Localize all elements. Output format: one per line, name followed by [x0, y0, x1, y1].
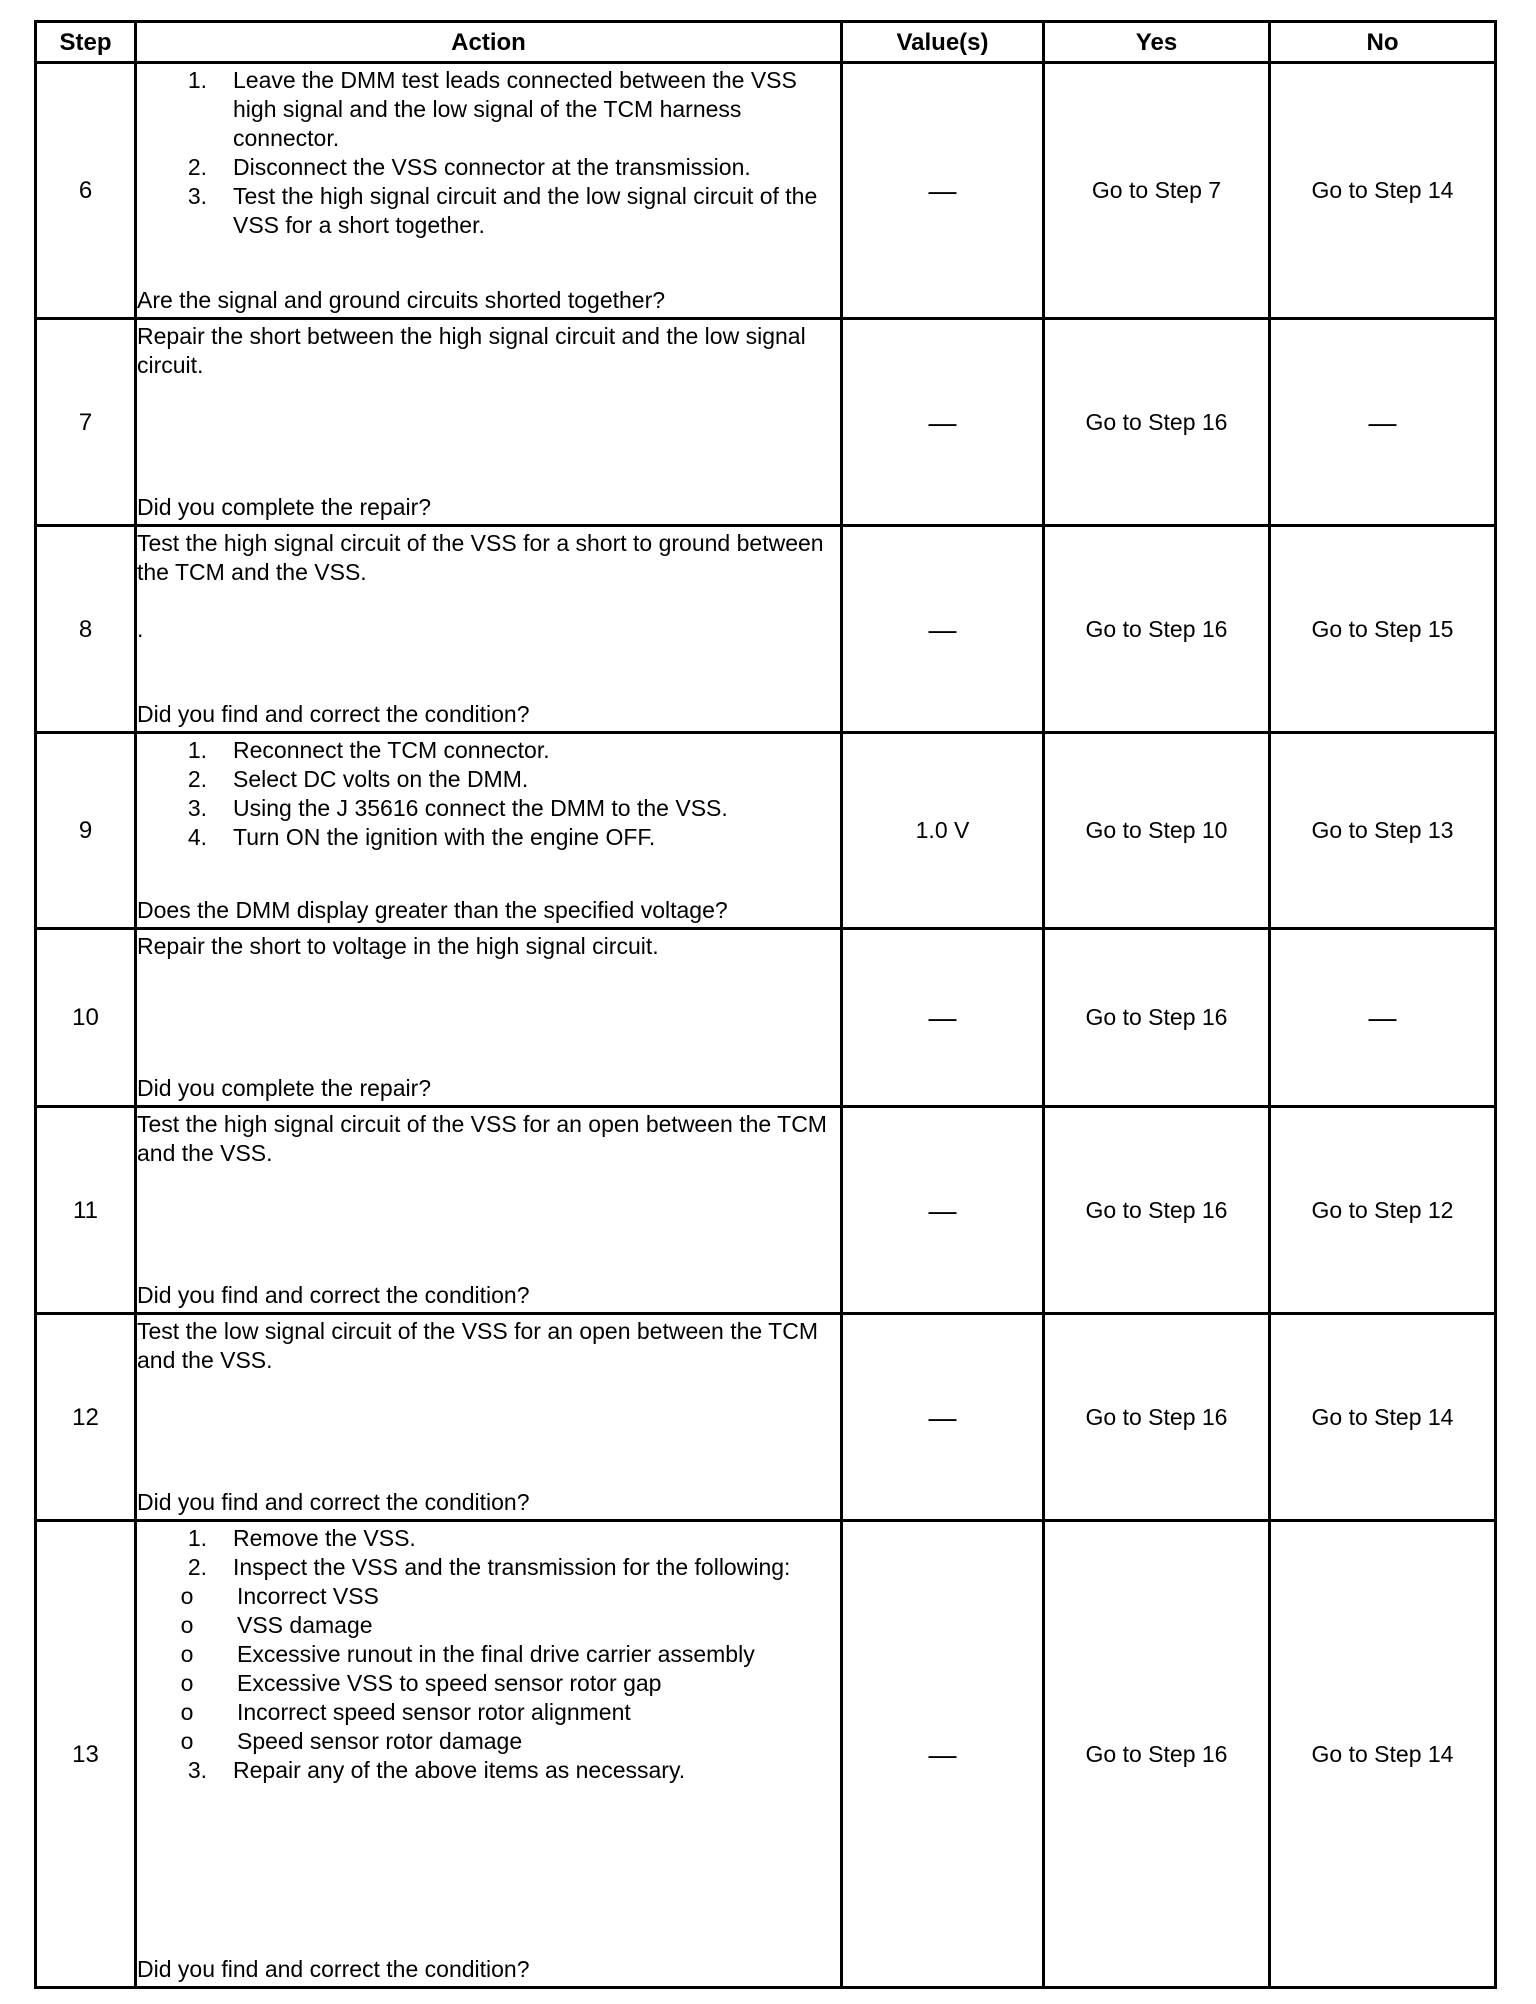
action-question: Does the DMM display greater than the specified voltage? — [137, 896, 728, 923]
action-steps — [137, 736, 840, 852]
action-cell — [136, 319, 842, 526]
table-row — [36, 63, 1496, 319]
inspection-item: o Speed sensor rotor damage — [180, 1727, 523, 1754]
no-cell: Go to Step 14 — [1270, 1521, 1496, 1988]
action-text: Repair the short between the high signal circuit and the low signal circuit. — [137, 322, 806, 378]
no-cell: Go to Step 14 — [1270, 1314, 1496, 1521]
step-number: 6 — [36, 63, 136, 319]
action-steps — [137, 1524, 840, 1582]
step-number: 10 — [36, 929, 136, 1107]
step-number: 8 — [36, 526, 136, 733]
value-cell: — — [842, 63, 1044, 319]
table-row — [36, 733, 1496, 929]
action-cell — [136, 929, 842, 1107]
action-step: 2. Select DC volts on the DMM. — [187, 765, 529, 792]
action-step: 3. Using the J 35616 connect the DMM to the VSS. — [187, 794, 728, 821]
action-step: 4. Turn ON the ignition with the engine OFF. — [187, 823, 656, 850]
action-text: Test the high signal circuit of the VSS for an open between the TCM and the VSS. — [137, 1110, 827, 1166]
header-action: Action — [136, 22, 842, 63]
action-extra: . — [137, 615, 144, 642]
action-text: Repair the short to voltage in the high signal circuit. — [137, 932, 659, 959]
action-question: Did you complete the repair? — [137, 1074, 432, 1101]
inspection-item: o VSS damage — [180, 1611, 373, 1638]
inspection-item: o Incorrect speed sensor rotor alignment — [180, 1698, 631, 1725]
action-step: 1. Reconnect the TCM connector. — [187, 736, 550, 763]
step-number: 11 — [36, 1107, 136, 1314]
no-cell: — — [1270, 319, 1496, 526]
yes-cell: Go to Step 16 — [1044, 929, 1270, 1107]
yes-cell: Go to Step 16 — [1044, 526, 1270, 733]
header-no: No — [1270, 22, 1496, 63]
action-text: Test the low signal circuit of the VSS for an open between the TCM and the VSS. — [137, 1317, 818, 1373]
action-cell — [136, 526, 842, 733]
action-question: Did you find and correct the condition? — [137, 1488, 530, 1515]
header-step: Step — [36, 22, 136, 63]
table-row — [36, 1107, 1496, 1314]
step-number: 7 — [36, 319, 136, 526]
no-cell: Go to Step 15 — [1270, 526, 1496, 733]
action-question: Did you find and correct the condition? — [137, 700, 530, 727]
action-cell — [136, 63, 842, 319]
yes-cell: Go to Step 16 — [1044, 1314, 1270, 1521]
yes-cell: Go to Step 16 — [1044, 1521, 1270, 1988]
no-cell: Go to Step 12 — [1270, 1107, 1496, 1314]
value-cell: — — [842, 1521, 1044, 1988]
action-step: 1. Remove the VSS. — [187, 1524, 416, 1551]
value-cell: — — [842, 1314, 1044, 1521]
action-cell — [136, 1521, 842, 1988]
value-cell: — — [842, 526, 1044, 733]
action-step: 3. Test the high signal circuit and the low signal circuit of the VSS for a short together. — [187, 182, 818, 238]
no-cell: — — [1270, 929, 1496, 1107]
action-cell — [136, 1314, 842, 1521]
value-cell: — — [842, 319, 1044, 526]
action-question: Did you find and correct the condition? — [137, 1955, 530, 1982]
action-step: 3. Repair any of the above items as necessary. — [187, 1756, 686, 1783]
yes-cell: Go to Step 7 — [1044, 63, 1270, 319]
action-step: 2. Disconnect the VSS connector at the transmission. — [187, 153, 751, 180]
inspection-item: o Incorrect VSS — [180, 1582, 379, 1609]
action-cell — [136, 733, 842, 929]
action-question: Did you complete the repair? — [137, 493, 432, 520]
no-cell: Go to Step 14 — [1270, 63, 1496, 319]
inspection-item: o Excessive runout in the final drive carrier assembly — [180, 1640, 755, 1667]
diagnostic-table — [34, 20, 1497, 1989]
table-row — [36, 526, 1496, 733]
yes-cell: Go to Step 16 — [1044, 319, 1270, 526]
action-cell — [136, 1107, 842, 1314]
inspection-item: o Excessive VSS to speed sensor rotor gap — [180, 1669, 662, 1696]
action-steps — [137, 66, 840, 240]
table-row — [36, 319, 1496, 526]
inspection-list — [137, 1582, 840, 1756]
action-step: 1. Leave the DMM test leads connected between the VSS high signal and the low signal of the TCM harness connector. — [187, 66, 797, 151]
step-number: 13 — [36, 1521, 136, 1988]
header-values: Value(s) — [842, 22, 1044, 63]
header-row — [36, 22, 1496, 63]
action-text: Test the high signal circuit of the VSS for a short to ground between the TCM and the VSS. — [137, 529, 824, 585]
action-steps — [137, 1756, 840, 1785]
step-number: 9 — [36, 733, 136, 929]
table-row — [36, 929, 1496, 1107]
step-number: 12 — [36, 1314, 136, 1521]
header-yes: Yes — [1044, 22, 1270, 63]
value-cell: — — [842, 1107, 1044, 1314]
value-cell: — — [842, 929, 1044, 1107]
action-step: 2. Inspect the VSS and the transmission for the following: — [187, 1553, 791, 1580]
table-row — [36, 1314, 1496, 1521]
action-question: Did you find and correct the condition? — [137, 1281, 530, 1308]
action-question: Are the signal and ground circuits shorted together? — [137, 286, 666, 313]
no-cell: Go to Step 13 — [1270, 733, 1496, 929]
table-row — [36, 1521, 1496, 1988]
value-cell: 1.0 V — [842, 733, 1044, 929]
yes-cell: Go to Step 10 — [1044, 733, 1270, 929]
yes-cell: Go to Step 16 — [1044, 1107, 1270, 1314]
